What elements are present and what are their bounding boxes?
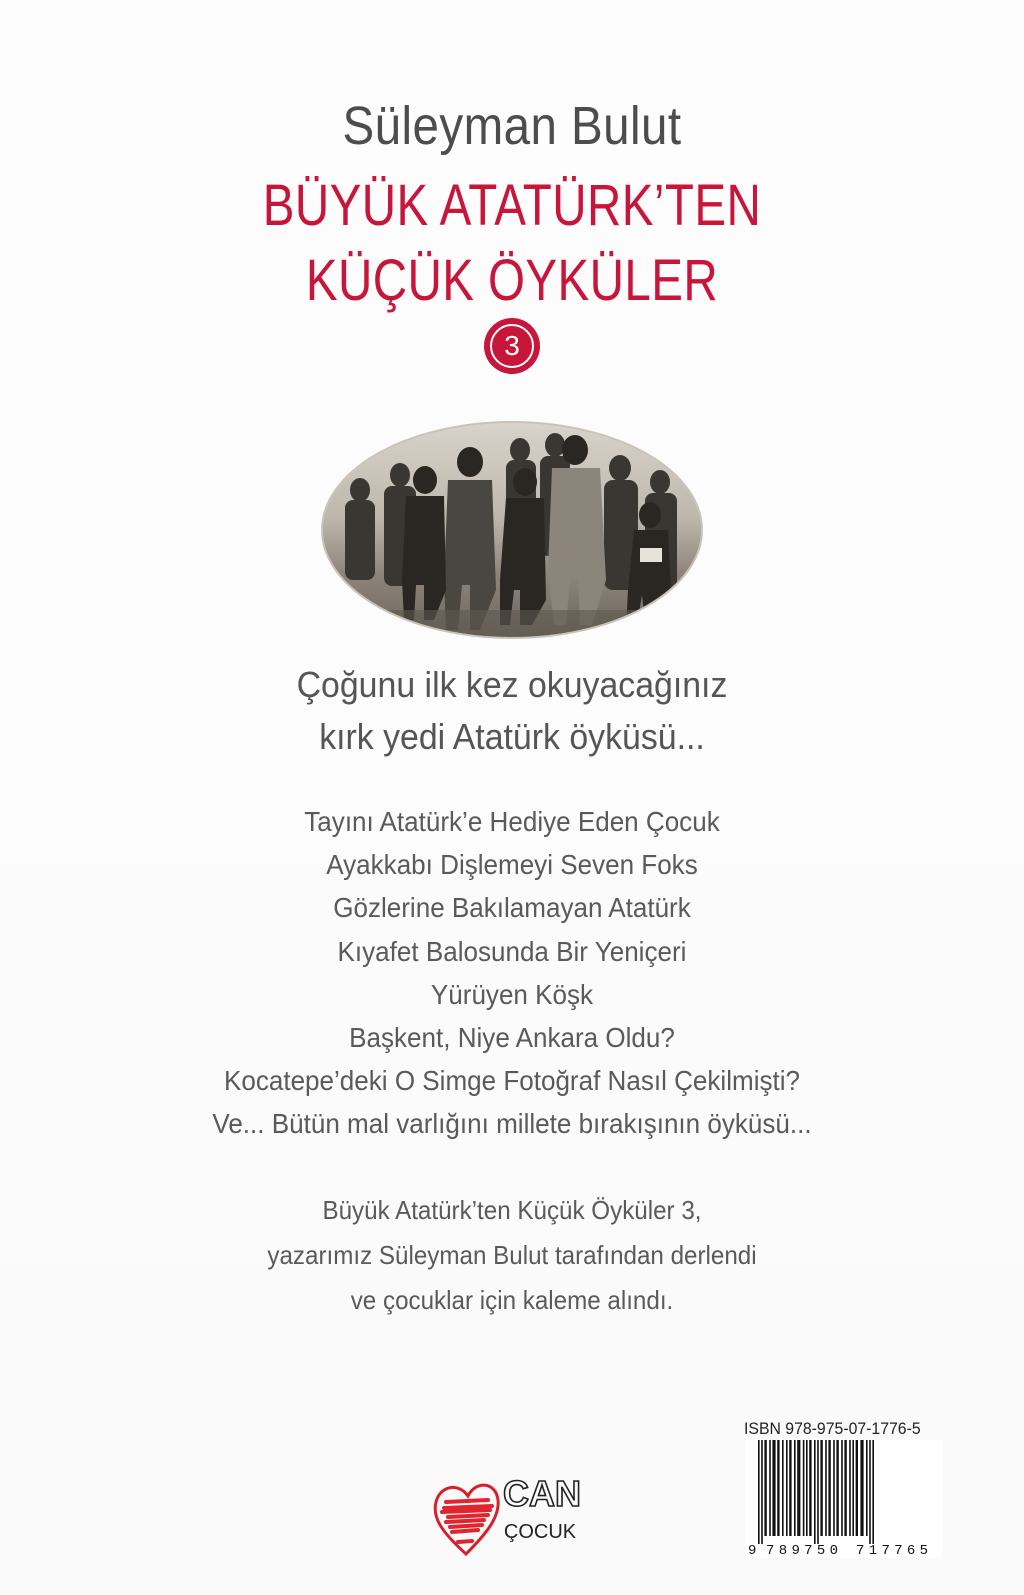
historical-photo — [320, 420, 704, 640]
barcode-bar — [794, 1440, 796, 1536]
barcode-bar — [764, 1440, 766, 1536]
story-item: Başkent, Niye Ankara Oldu? — [349, 1021, 675, 1053]
barcode-bar — [777, 1440, 779, 1536]
barcode-bar — [758, 1440, 760, 1544]
isbn-label: ISBN 978-975-07-1776-5 — [744, 1419, 921, 1438]
outro-line: ve çocuklar için kaleme alındı. — [350, 1285, 674, 1315]
barcode-bar — [844, 1440, 846, 1536]
barcode-digits-left: 789750 — [766, 1543, 838, 1558]
barcode-bar — [786, 1440, 788, 1536]
story-item: Tayını Atatürk’e Hediye Eden Çocuk — [304, 806, 720, 837]
barcode-bar — [817, 1440, 819, 1544]
story-item: Ve... Bütün mal varlığını millete bırakışının öyküsü... — [212, 1108, 812, 1140]
story-item: Kıyafet Balosunda Bir Yeniçeri — [337, 935, 687, 967]
barcode — [746, 1440, 942, 1558]
barcode-bar — [803, 1440, 805, 1536]
barcode-bar — [856, 1440, 858, 1536]
story-list — [0, 800, 1024, 1146]
title-line-1: BÜYÜK ATATÜRK’TEN — [262, 173, 762, 238]
barcode-bar — [841, 1440, 843, 1536]
barcode-bar — [761, 1440, 763, 1544]
heart-icon — [435, 1485, 498, 1554]
barcode-bar — [852, 1440, 854, 1536]
story-item: Gözlerine Bakılamayan Atatürk — [333, 892, 691, 924]
title-line-2: KÜÇÜK ÖYKÜLER — [305, 248, 719, 313]
barcode-bar — [866, 1440, 868, 1536]
barcode-bar — [860, 1440, 863, 1536]
volume-badge — [484, 318, 540, 374]
barcode-bar — [828, 1440, 830, 1536]
story-item: Kocatepe’deki O Simge Fotoğraf Nasıl Çekilmişti? — [223, 1065, 801, 1097]
barcode-bar — [820, 1440, 822, 1536]
barcode-digit-first: 9 — [748, 1543, 757, 1558]
outro-line: yazarımız Süleyman Bulut tarafından derlendi — [267, 1240, 757, 1270]
tagline-line-2: kırk yedi Atatürk öyküsü... — [319, 716, 705, 757]
volume-number: 3 — [490, 324, 534, 368]
barcode-digits-right: 717765 — [856, 1543, 928, 1558]
barcode-bar — [769, 1440, 771, 1536]
outro-line: Büyük Atatürk’ten Küçük Öyküler 3, — [322, 1195, 702, 1225]
barcode-bar — [789, 1440, 791, 1536]
barcode-bar — [806, 1440, 808, 1536]
barcode-bar — [836, 1440, 838, 1536]
barcode-bar — [872, 1440, 874, 1544]
barcode-bar — [809, 1440, 811, 1536]
barcode-bar — [782, 1440, 784, 1536]
barcode-bar — [772, 1440, 775, 1536]
barcode-bar — [814, 1440, 816, 1544]
barcode-bar — [849, 1440, 851, 1536]
barcode-bar — [825, 1440, 827, 1536]
story-item: Ayakkabı Dişlemeyi Seven Foks — [326, 849, 698, 881]
can-cocuk-logo — [432, 1462, 592, 1562]
story-item: Yürüyen Köşk — [430, 978, 594, 1010]
barcode-bar — [797, 1440, 800, 1536]
author-name: Süleyman Bulut — [342, 96, 682, 156]
barcode-bar — [869, 1440, 871, 1544]
outro-text — [0, 1188, 1024, 1323]
logo-bottom-text: ÇOCUK — [503, 1521, 577, 1543]
tagline-line-1: Çoğunu ilk kez okuyacağınız — [296, 664, 728, 705]
barcode-bar — [833, 1440, 835, 1536]
logo-top-text: CAN — [503, 1473, 581, 1514]
